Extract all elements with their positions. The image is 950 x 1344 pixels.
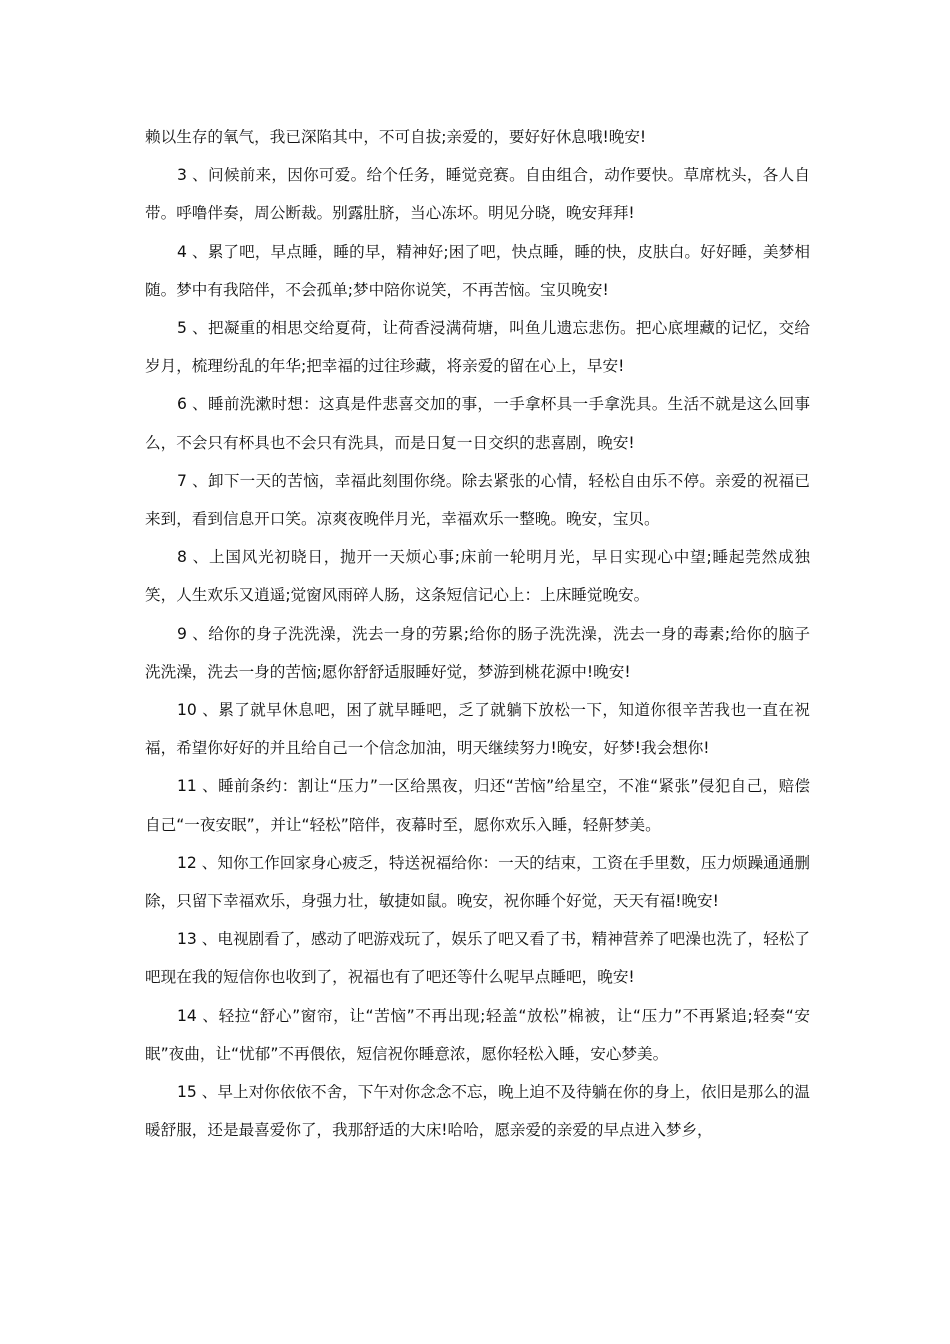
paragraph-item-10: 10 、累了就早休息吧，困了就早睡吧，乏了就躺下放松一下，知道你很辛苦我也一直在祝福，希望你好好的并且给自己一个信念加油，明天继续努力!晚安，好梦!我会想你! xyxy=(145,701,810,758)
paragraph-item-6: 6 、睡前洗漱时想：这真是件悲喜交加的事，一手拿杯具一手拿洗具。生活不就是这么回事么，不会只有杯具也不会只有洗具，而是日复一日交织的悲喜剧，晚安! xyxy=(145,395,810,452)
paragraph-continuation: 赖以生存的氧气，我已深陷其中，不可自拔;亲爱的，要好好休息哦!晚安! xyxy=(145,128,647,146)
paragraph-item-11: 11 、睡前条约：割让“压力”一区给黑夜，归还“苦恼”给星空，不准“紧张”侵犯自己，赔偿自己“一夜安眠”，并让“轻松”陪伴，夜幕时至，愿你欢乐入睡，轻鼾梦美。 xyxy=(145,777,810,834)
paragraph-item-12: 12 、知你工作回家身心疲乏，特送祝福给你：一天的结束，工资在手里数，压力烦躁通通删除，只留下幸福欢乐，身强力壮，敏捷如鼠。晚安，祝你睡个好觉，天天有福!晚安! xyxy=(145,853,810,911)
paragraph-item-3: 3 、问候前来，因你可爱。给个任务，睡觉竞赛。自由组合，动作要快。草席枕头，各人自带。呼噜伴奏，周公断裁。别露肚脐，当心冻坏。明见分晓，晚安拜拜! xyxy=(145,166,810,223)
paragraph-item-13: 13 、电视剧看了，感动了吧游戏玩了，娱乐了吧又看了书，精神营养了吧澡也洗了，轻松了吧现在我的短信你也收到了，祝福也有了吧还等什么呢早点睡吧，晚安! xyxy=(145,930,810,987)
paragraph-item-5: 5 、把凝重的相思交给夏荷，让荷香浸满荷塘，叫鱼儿遗忘悲伤。把心底埋藏的记忆，交给岁月，梳理纷乱的年华;把幸福的过往珍藏，将亲爱的留在心上，早安! xyxy=(145,319,810,376)
paragraph-item-8: 8 、上国风光初晓日，抛开一天烦心事;床前一轮明月光，早日实现心中望;睡起莞然成独笑，人生欢乐又逍遥;觉窗风雨碎人肠，这条短信记心上：上床睡觉晚安。 xyxy=(145,548,810,605)
paragraph-item-4: 4 、累了吧，早点睡，睡的早，精神好;困了吧，快点睡，睡的快，皮肤白。好好睡，美梦相随。梦中有我陪伴，不会孤单;梦中陪你说笑，不再苦恼。宝贝晚安! xyxy=(145,242,810,299)
document-body xyxy=(145,118,810,1149)
paragraph-item-7: 7 、卸下一天的苦恼，幸福此刻围你绕。除去紧张的心情，轻松自由乐不停。亲爱的祝福已来到，看到信息开口笑。凉爽夜晚伴月光，幸福欢乐一整晚。晚安，宝贝。 xyxy=(145,471,810,529)
paragraph-item-15: 15 、早上对你依依不舍，下午对你念念不忘，晚上迫不及待躺在你的身上，依旧是那么的温暖舒服，还是最喜爱你了，我那舒适的大床!哈哈，愿亲爱的亲爱的早点进入梦乡， xyxy=(145,1083,810,1140)
paragraph-item-9: 9 、给你的身子洗洗澡，洗去一身的劳累;给你的肠子洗洗澡，洗去一身的毒素;给你的脑子洗洗澡，洗去一身的苦恼;愿你舒舒适服睡好觉，梦游到桃花源中!晚安! xyxy=(145,624,810,681)
paragraph-item-14: 14 、轻拉“舒心”窗帘，让“苦恼”不再出现;轻盖“放松”棉被，让“压力”不再紧追;轻奏“安眠”夜曲，让“忧郁”不再偎依，短信祝你睡意浓，愿你轻松入睡，安心梦美。 xyxy=(145,1006,810,1063)
